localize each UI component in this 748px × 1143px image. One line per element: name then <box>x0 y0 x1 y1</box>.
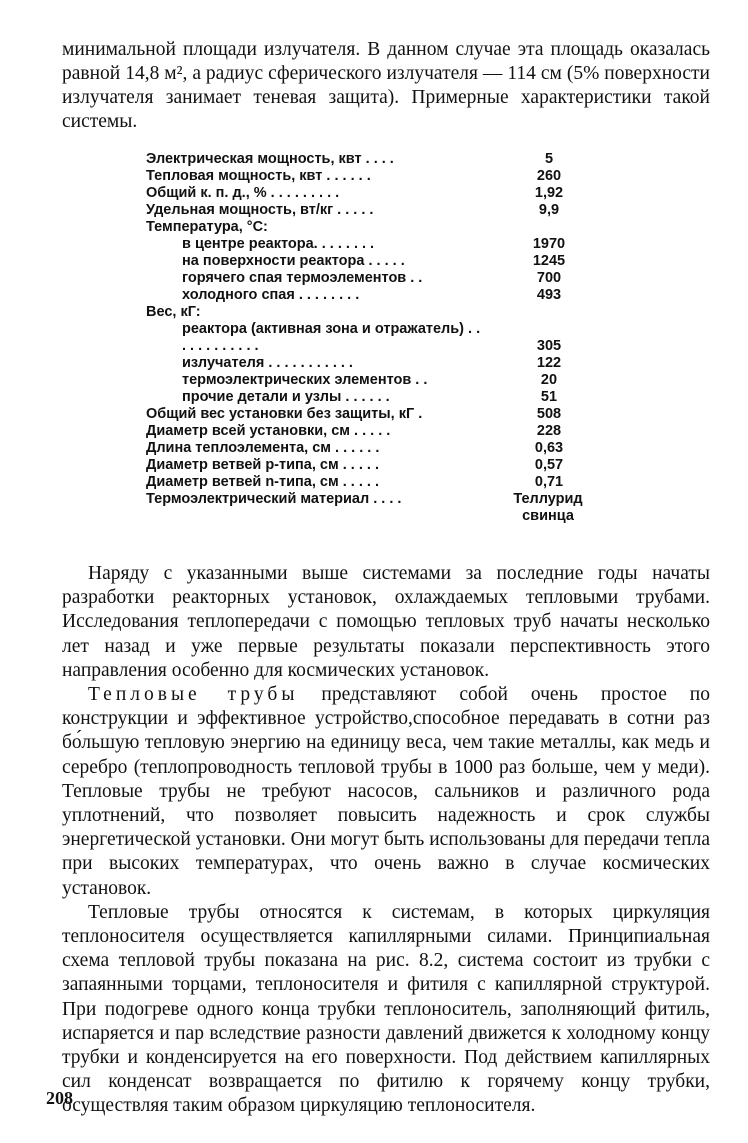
row-value: 51 <box>540 389 558 405</box>
table-row <box>146 474 606 491</box>
table-row <box>146 168 606 185</box>
paragraph: Тепловые трубы относятся к системам, в которых циркуляция теплоносителя осуществляется капиллярными силами. Принципиальная схема тепловой трубы показана на рис. 8.2, система состоит из трубки с запаянными торцами, теплоносителя и фитиля с капиллярной структурой. При подогреве одного конца трубки теплоноситель, заполняющий фитиль, испаряется и пар вследствие разности давлений движется к холодному концу трубки и конденсируется на его поверхности. Под действием капиллярных сил конденсат возвращается по фитилю к горячему концу трубки, осуществляя таким образом циркуляцию теплоносителя. <box>62 901 710 1117</box>
row-label: Термоэлектрический материал . . . . <box>146 491 402 507</box>
row-label: на поверхности реактора . . . . . <box>182 253 405 269</box>
table-row <box>146 457 606 474</box>
row-label: реактора (активная зона и отражатель) . . . . . . . . . . . . <box>182 321 481 354</box>
row-label: в центре реактора. . . . . . . . <box>182 236 375 252</box>
row-value: 260 <box>536 168 562 184</box>
row-label: излучателя . . . . . . . . . . . <box>182 355 353 371</box>
table-row <box>146 491 606 525</box>
row-value: 0,71 <box>534 474 564 490</box>
row-value: 1245 <box>532 253 566 269</box>
table-row <box>146 270 606 287</box>
row-label: Удельная мощность, вт/кг . . . . . <box>146 202 374 218</box>
table-row <box>146 253 606 270</box>
table-row <box>146 151 606 168</box>
row-label: Вес, кГ: <box>146 304 201 320</box>
row-label: Диаметр ветвей p-типа, см . . . . . <box>146 457 379 473</box>
row-value: 700 <box>536 270 562 286</box>
row-value: 5 <box>544 151 554 167</box>
row-value: 1,92 <box>534 185 564 201</box>
paragraph-text: представляют собой очень простое по конструкции и эффективное устройство,способное передавать в сотни раз бо́льшую тепловую энергию на единицу веса, чем такие металлы, как медь и серебро (теплопроводность тепловой трубы в 1000 раз больше, чем у меди). Тепловые трубы не требуют насосов, сальников и различного рода уплотнений, что позволяет повысить надежность и срок службы энергетической установки. Они могут быть использованы для передачи тепла при высоких температурах, что очень важно в случае космических установок. <box>62 684 710 899</box>
row-value: 228 <box>536 423 562 439</box>
row-value: Теллурид свинца <box>513 491 583 524</box>
row-label: Температура, °C: <box>146 219 268 235</box>
row-value: 0,57 <box>534 457 564 473</box>
row-label: Общий к. п. д., % . . . . . . . . . <box>146 185 340 201</box>
paragraph: Наряду с указанными выше системами за последние годы начаты разработки реакторных установок, охлаждаемых тепловыми трубами. Исследования теплопередачи с помощью тепловых труб начаты несколько лет назад и уже первые результаты показали перспективность этого направления особенно для космических установок. <box>62 563 710 681</box>
table-row <box>146 321 606 355</box>
table-row <box>146 304 606 321</box>
row-value: 508 <box>536 406 562 422</box>
row-label: Общий вес установки без защиты, кГ . <box>146 406 423 422</box>
table-row <box>146 287 606 304</box>
intro-paragraph: минимальной площади излучателя. В данном случае эта площадь оказалась равной 14,8 м², а радиус сферического излучателя — 114 см (5% поверхности излучателя занимает теневая защита). Примерные характеристики такой системы. <box>62 39 710 132</box>
paragraph <box>62 683 710 901</box>
row-label: Электрическая мощность, квт . . . . <box>146 151 394 167</box>
table-row <box>146 389 606 406</box>
row-value: 9,9 <box>538 202 560 218</box>
row-label: Диаметр ветвей n-типа, см . . . . . <box>146 474 379 490</box>
table-row <box>146 355 606 372</box>
row-label: прочие детали и узлы . . . . . . <box>182 389 390 405</box>
table-row <box>146 406 606 423</box>
characteristics-table <box>146 151 606 525</box>
row-label: Длина теплоэлемента, см . . . . . . <box>146 440 380 456</box>
row-label: термоэлектрических элементов . . <box>182 372 428 388</box>
row-value: 0,63 <box>534 440 564 456</box>
row-label: горячего спая термоэлементов . . <box>182 270 423 286</box>
table-row <box>146 202 606 219</box>
row-label: Тепловая мощность, квт . . . . . . <box>146 168 371 184</box>
row-value: 305 <box>536 338 562 354</box>
row-value: 20 <box>540 372 558 388</box>
page-number: 208 <box>46 1088 73 1108</box>
table-row <box>146 440 606 457</box>
table-row <box>146 423 606 440</box>
table-row <box>146 372 606 389</box>
row-value: 1970 <box>532 236 566 252</box>
row-value: 122 <box>536 355 562 371</box>
row-value: 493 <box>536 287 562 303</box>
table-row <box>146 185 606 202</box>
body-text <box>62 562 710 1119</box>
row-label: холодного спая . . . . . . . . <box>182 287 360 303</box>
row-label: Диаметр всей установки, см . . . . . <box>146 423 391 439</box>
spaced-term: Тепловые трубы <box>88 684 299 706</box>
table-row <box>146 236 606 253</box>
table-row <box>146 219 606 236</box>
